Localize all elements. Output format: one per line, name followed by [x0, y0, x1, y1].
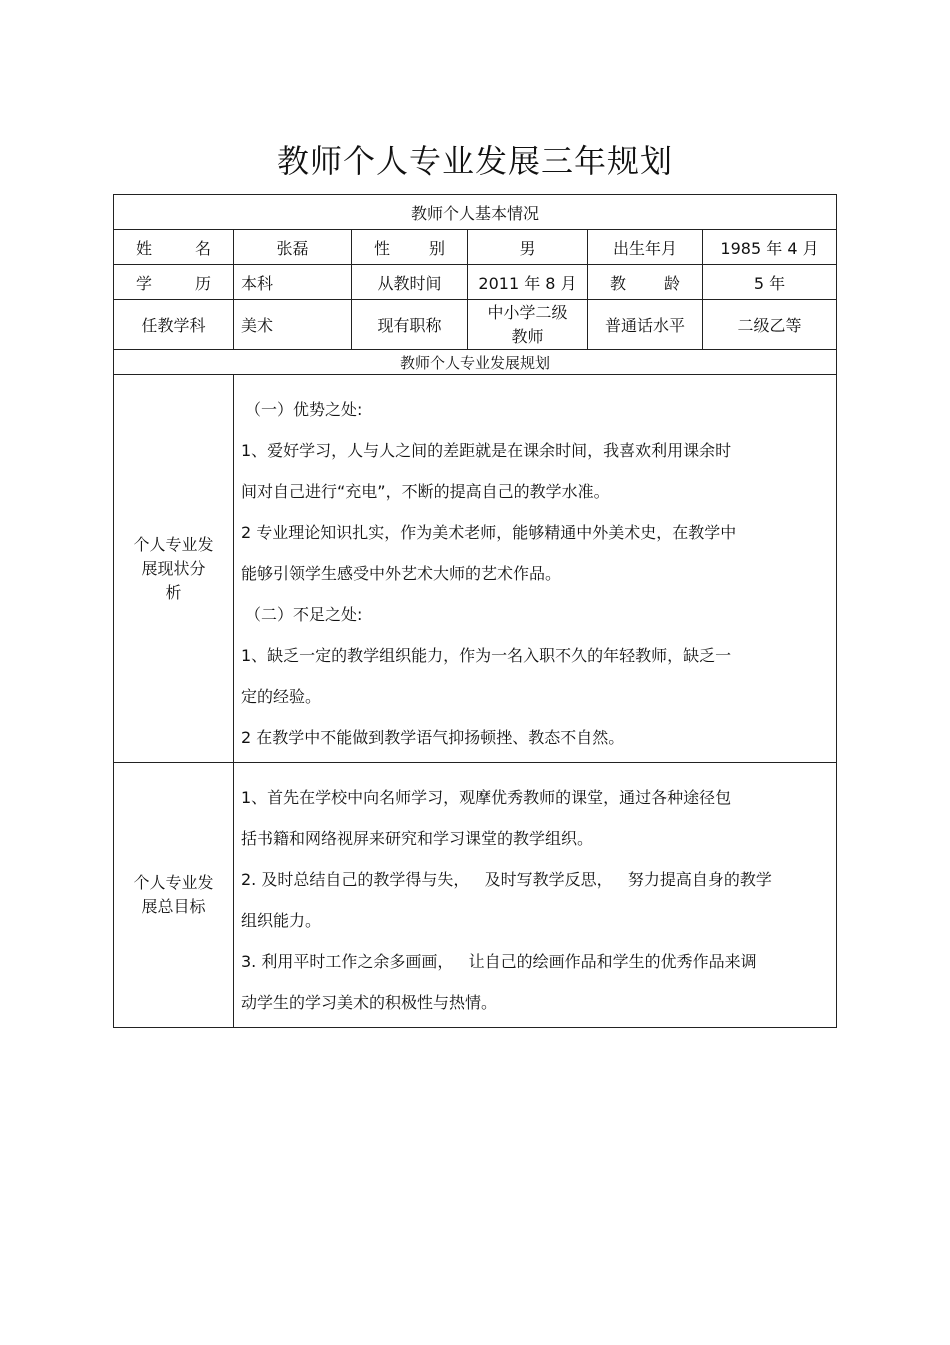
- title-value-line1: 中小学二级: [487, 302, 568, 322]
- name-label: 姓名: [114, 230, 234, 265]
- goal-label-line1: 个人专业发: [133, 873, 214, 892]
- plan-table: [113, 194, 837, 1028]
- status-analysis-content: [234, 375, 837, 763]
- goal-line: 3. 利用平时工作之余多画画， 让自己的绘画作品和学生的优秀作品来调: [241, 952, 757, 971]
- goal-line: 2. 及时总结自己的教学得与失， 及时写教学反思， 努力提高自身的教学: [241, 870, 772, 889]
- status-line: 1、缺乏一定的教学组织能力，作为一名入职不久的年轻教师，缺乏一: [241, 646, 732, 665]
- goal-line: 1、首先在学校中向名师学习，观摩优秀教师的课堂，通过各种途径包: [241, 788, 732, 807]
- status-label-line1: 个人专业发: [133, 534, 214, 554]
- subject-label: 任教学科: [114, 300, 234, 350]
- start-teaching-value: 2011 年 8 月: [468, 265, 588, 300]
- gender-value: 男: [468, 230, 588, 265]
- status-line: 2 专业理论知识扎实，作为美术老师，能够精通中外美术史，在教学中: [241, 523, 737, 542]
- status-line: 间对自己进行“充电”，不断的提高自己的教学水准。: [241, 482, 610, 501]
- title-value: [468, 300, 588, 350]
- goal-line: 动学生的学习美术的积极性与热情。: [241, 993, 498, 1012]
- subject-value: 美术: [234, 300, 352, 350]
- mandarin-label: 普通话水平: [588, 300, 703, 350]
- status-label-line2: 展现状分: [141, 558, 206, 578]
- plan-header: 教师个人专业发展规划: [114, 350, 837, 375]
- teaching-years-value: 5 年: [703, 265, 837, 300]
- status-label-line3: 析: [165, 582, 182, 602]
- status-analysis-label: [114, 375, 234, 763]
- title-value-line2: 教师: [511, 326, 544, 346]
- overall-goal-label: [114, 763, 234, 1028]
- document-title: 教师个人专业发展三年规划: [276, 142, 673, 180]
- status-line: 1、爱好学习，人与人之间的差距就是在课余时间，我喜欢利用课余时: [241, 441, 732, 460]
- mandarin-value: 二级乙等: [703, 300, 837, 350]
- birth-value: 1985 年 4 月: [703, 230, 837, 265]
- status-line: （一）优势之处:: [245, 400, 363, 419]
- teaching-years-label: 教龄: [588, 265, 703, 300]
- basic-info-header: 教师个人基本情况: [114, 195, 837, 230]
- title-label: 现有职称: [352, 300, 468, 350]
- overall-goal-content: [234, 763, 837, 1028]
- birth-label: 出生年月: [588, 230, 703, 265]
- start-teaching-label: 从教时间: [352, 265, 468, 300]
- status-line: 能够引领学生感受中外艺术大师的艺术作品。: [241, 564, 562, 583]
- gender-label: 性别: [352, 230, 468, 265]
- goal-label-line2: 展总目标: [141, 897, 206, 916]
- status-line: 定的经验。: [241, 687, 322, 706]
- status-line: （二）不足之处:: [245, 605, 363, 624]
- goal-line: 组织能力。: [241, 911, 322, 930]
- status-line: 2 在教学中不能做到教学语气抑扬顿挫、教态不自然。: [241, 728, 625, 747]
- education-label: 学历: [114, 265, 234, 300]
- name-value: 张磊: [234, 230, 352, 265]
- education-value: 本科: [234, 265, 352, 300]
- goal-line: 括书籍和网络视屏来研究和学习课堂的教学组织。: [241, 829, 594, 848]
